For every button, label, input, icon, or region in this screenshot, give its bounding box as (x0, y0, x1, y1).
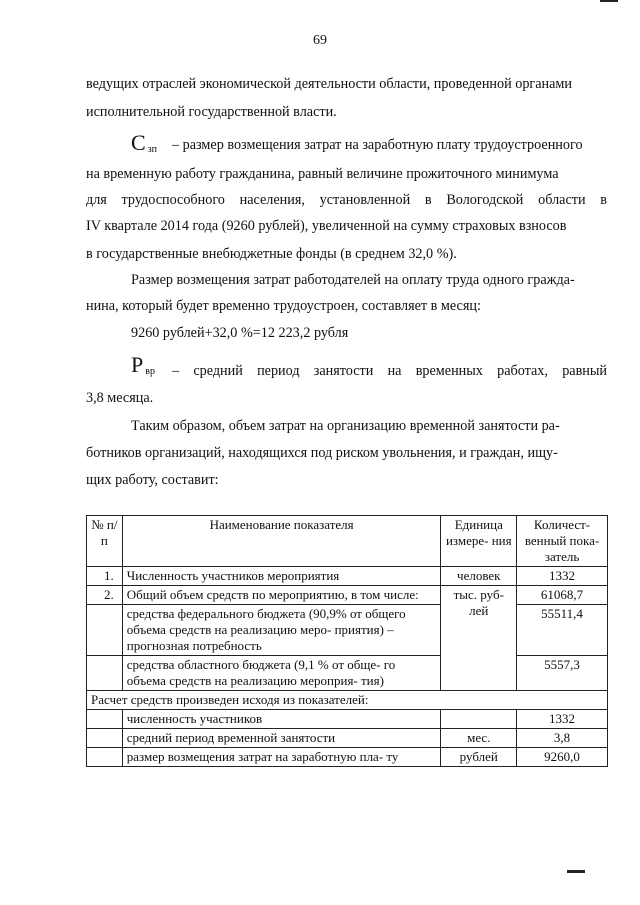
calc-section-header: Расчет средств произведен исходя из показателей: (87, 691, 608, 710)
header-number: № п/п (87, 516, 123, 567)
row-unit: человек (441, 567, 517, 586)
text-line-4: на временную работу гражданина, равный величине прожиточного минимума (86, 166, 559, 182)
text-line-12: 3,8 месяца. (86, 390, 154, 406)
row-unit: тыс. руб- лей (441, 586, 517, 691)
bottom-margin-mark (567, 870, 585, 873)
row-quantity: 61068,7 (517, 586, 608, 605)
text-line-9: нина, который будет временно трудоустроен, составляет в месяц: (86, 298, 481, 314)
table-row (87, 586, 608, 605)
table-row (87, 656, 608, 691)
page-number: 69 (313, 33, 327, 48)
table-section-row (87, 691, 608, 710)
row-number: 1. (87, 567, 123, 586)
row-number (87, 729, 123, 748)
text-line-7: в государственные внебюджетные фонды (в среднем 32,0 %). (86, 246, 457, 262)
text-line-5: для трудоспособного населения, установленной в Вологодской области в (86, 192, 607, 208)
row-quantity: 9260,0 (517, 748, 608, 767)
formula-czp (131, 130, 157, 156)
row-unit: рублей (441, 748, 517, 767)
header-name: Наименование показателя (122, 516, 441, 567)
row-quantity: 55511,4 (517, 605, 608, 656)
formula-pvr (131, 352, 155, 378)
text-line-3: – размер возмещения затрат на заработную плату трудоустроенного (172, 137, 583, 153)
text-line-1: ведущих отраслей экономической деятельности области, проведенной органами (86, 76, 572, 92)
table-row (87, 605, 608, 656)
text-line-6: IV квартале 2014 года (9260 рублей), увеличенной на сумму страховых взносов (86, 218, 567, 234)
row-name: Численность участников мероприятия (122, 567, 441, 586)
row-name: средства федерального бюджета (90,9% от общего объема средств на реализацию меро- приятия) – прогнозная потребность (122, 605, 441, 656)
text-line-8: Размер возмещения затрат работодателей на оплату труда одного гражда- (131, 272, 575, 288)
row-quantity: 1332 (517, 710, 608, 729)
row-unit: мес. (441, 729, 517, 748)
header-unit: Единица измере- ния (441, 516, 517, 567)
row-name: численность участников (122, 710, 441, 729)
row-quantity: 1332 (517, 567, 608, 586)
text-line-11: – средний период занятости на временных работах, равный (172, 363, 607, 379)
row-number (87, 748, 123, 767)
row-name: размер возмещения затрат на заработную пла- ту (122, 748, 441, 767)
row-quantity: 3,8 (517, 729, 608, 748)
table-row (87, 729, 608, 748)
row-number (87, 710, 123, 729)
pvr-subscript: вр (145, 366, 155, 377)
row-number (87, 605, 123, 656)
cost-table (86, 515, 608, 767)
text-line-15: щих работу, составит: (86, 472, 219, 488)
pvr-symbol: Р (131, 352, 144, 377)
text-line-13: Таким образом, объем затрат на организацию временной занятости ра- (131, 418, 560, 434)
text-line-14: ботников организаций, находящихся под риском увольнения, и граждан, ищу- (86, 445, 558, 461)
row-name: средний период временной занятости (122, 729, 441, 748)
table-row (87, 567, 608, 586)
table-row (87, 748, 608, 767)
row-number: 2. (87, 586, 123, 605)
row-quantity: 5557,3 (517, 656, 608, 691)
row-number (87, 656, 123, 691)
table-header-row (87, 516, 608, 567)
row-name: Общий объем средств по мероприятию, в том числе: (122, 586, 441, 605)
text-line-2: исполнительной государственной власти. (86, 104, 337, 120)
formula-calculation: 9260 рублей+32,0 %=12 223,2 рубля (131, 325, 349, 341)
czp-symbol: С (131, 130, 146, 155)
row-unit (441, 710, 517, 729)
table-row (87, 710, 608, 729)
top-margin-mark (600, 0, 618, 2)
header-quantity: Количест- венный пока- затель (517, 516, 608, 567)
czp-subscript: зп (147, 144, 157, 155)
row-name: средства областного бюджета (9,1 % от обще- го объема средств на реализацию мероприя- тия) (122, 656, 441, 691)
